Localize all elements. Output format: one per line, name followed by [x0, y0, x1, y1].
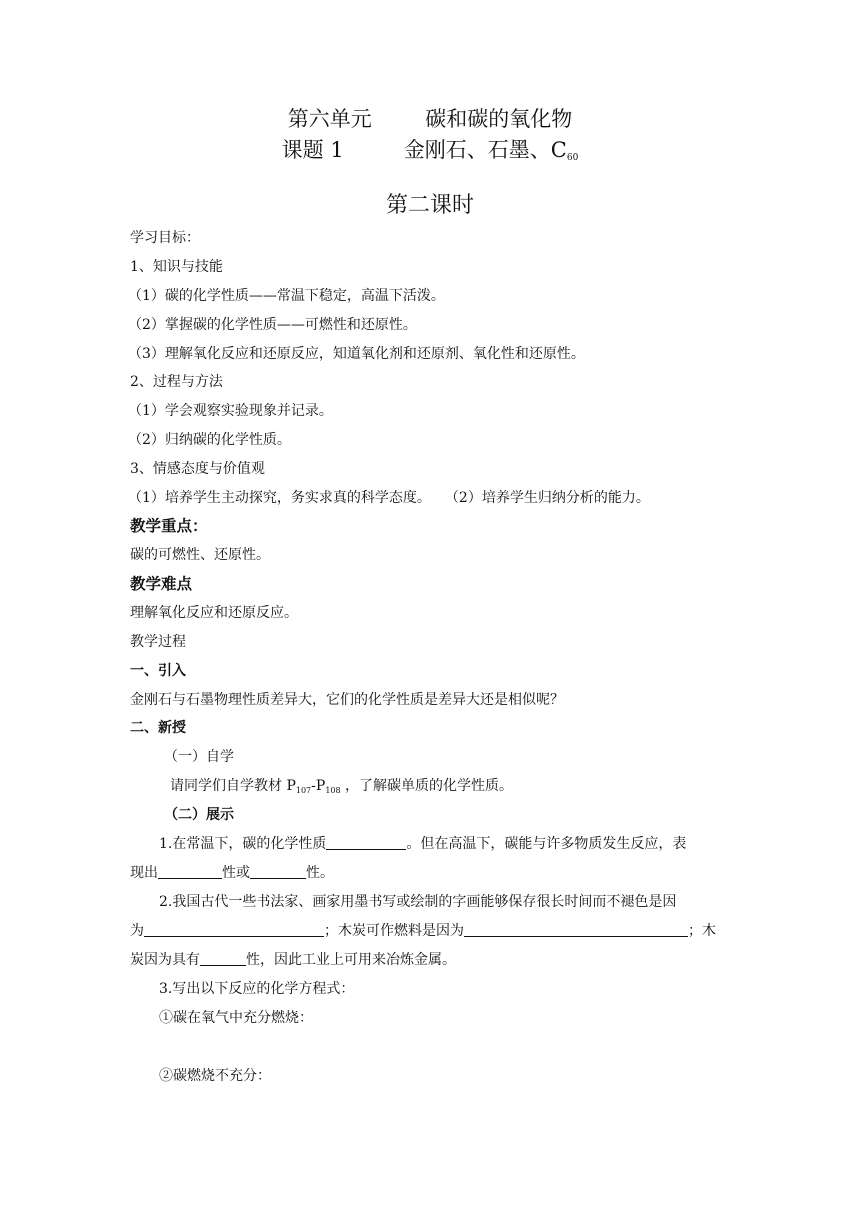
- question-1-line-1: [159, 834, 771, 854]
- process-item-2: （2）归纳碳的化学性质。: [128, 432, 291, 448]
- key-points-heading: 教学重点：: [130, 517, 208, 535]
- lesson-title-text: 课题 1 金刚石、石墨、C: [281, 138, 567, 162]
- intro-heading: 一、引入: [130, 663, 186, 679]
- q1-text-e: 性。: [306, 865, 334, 881]
- teaching-process-heading: 教学过程: [130, 634, 186, 650]
- question-2-line-2: [130, 921, 742, 941]
- knowledge-item-3: （3）理解氧化反应和还原反应，知道氧化剂和还原剂、氧化性和还原性。: [128, 346, 585, 362]
- q1-text-d: 性或: [222, 865, 250, 881]
- lesson-title-subscript: 60: [566, 153, 579, 163]
- reaction-1: ①碳在氧气中充分燃烧：: [159, 1010, 313, 1026]
- new-lesson-heading: 二、新授: [130, 720, 186, 736]
- q2-text-c: ；木炭可作燃料是因为: [324, 923, 464, 939]
- q2-blank-2[interactable]: [464, 922, 688, 937]
- q1-text-c: 现出: [130, 865, 158, 881]
- page-subscript-2: 108: [325, 786, 341, 795]
- lesson-title: [0, 137, 860, 171]
- knowledge-heading: 1、知识与技能: [130, 259, 223, 275]
- question-2-line-3: [130, 950, 742, 970]
- question-1-line-2: [130, 863, 742, 883]
- q1-blank-2[interactable]: [158, 864, 222, 879]
- page-subscript-1: 107: [295, 786, 312, 795]
- self-study-text: [170, 776, 782, 801]
- self-study-text-b: ，了解碳单质的化学性质。: [340, 778, 514, 794]
- q1-blank-1[interactable]: [326, 835, 406, 850]
- q1-text-b: 。但在高温下，碳能与许多物质发生反应，表: [406, 836, 687, 852]
- question-2-line-1: 2.我国古代一些书法家、画家用墨书写或绘制的字画能够保存很长时间而不褪色是因: [159, 894, 677, 910]
- period-title: 第二课时: [385, 193, 474, 218]
- q2-text-e: 炭因为具有: [130, 952, 200, 968]
- self-study-dash: -P: [311, 778, 326, 794]
- q1-blank-3[interactable]: [250, 864, 306, 879]
- emotion-heading: 3、情感态度与价值观: [130, 461, 265, 477]
- q2-blank-1[interactable]: [144, 922, 324, 937]
- q2-text-f: 性，因此工业上可用来冶炼金属。: [246, 952, 456, 968]
- q2-blank-3[interactable]: [200, 951, 246, 966]
- emotion-item-1: （1）培养学生主动探究，务实求真的科学态度。: [128, 490, 431, 506]
- q1-text-a: 1.在常温下，碳的化学性质: [159, 836, 327, 852]
- intro-text: 金刚石与石墨物理性质差异大，它们的化学性质是差异大还是相似呢？: [130, 692, 564, 708]
- difficulties-text: 理解氧化反应和还原反应。: [130, 605, 298, 621]
- self-study-text-a: 请同学们自学教材 P: [170, 778, 296, 794]
- q2-text-b: 为: [130, 923, 144, 939]
- knowledge-item-1: （1）碳的化学性质——常温下稳定，高温下活泼。: [128, 288, 445, 304]
- process-method-heading: 2、过程与方法: [130, 374, 223, 390]
- reaction-2: ②碳燃烧不充分：: [159, 1068, 271, 1084]
- unit-title: 第六单元 碳和碳的氧化物: [287, 107, 573, 131]
- emotion-item-2: （2）培养学生归纳分析的能力。: [444, 490, 650, 506]
- question-3: 3.写出以下反应的化学方程式：: [159, 981, 355, 997]
- self-study-heading: （一）自学: [164, 749, 234, 765]
- show-heading: （二）展示: [164, 807, 234, 823]
- key-points-text: 碳的可燃性、还原性。: [130, 547, 270, 563]
- knowledge-item-2: （2）掌握碳的化学性质——可燃性和还原性。: [128, 317, 417, 333]
- process-item-1: （1）学会观察实验现象并记录。: [128, 403, 333, 419]
- emotion-items: [128, 488, 740, 508]
- objectives-heading: 学习目标：: [130, 230, 200, 246]
- q2-text-d: ；木: [688, 923, 716, 939]
- difficulties-heading: 教学难点: [130, 575, 193, 593]
